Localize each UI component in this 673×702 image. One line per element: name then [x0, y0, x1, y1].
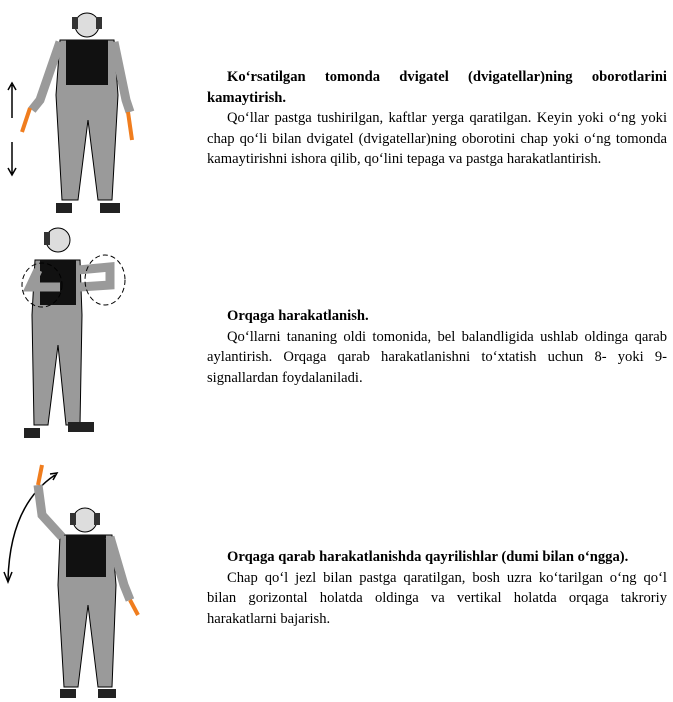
signal-title: Ko‘rsatilgan tomonda dvigatel (dvigatellar)ning oborotlarini kamaytirish.	[207, 69, 667, 106]
rotation-arrow-icon	[85, 255, 125, 305]
signal-description-backward	[207, 306, 667, 388]
signal-body: Qo‘llarni tananing oldi tomonida, bel balandligida ushlab oldinga qarab aylantirish. Orqaga qarab harakatlanishni to‘xtatish uchun 8- yoki 9-signallardan foydalaniladi.	[207, 328, 667, 386]
signal-body: Chap qo‘l jezl bilan pastga qaratilgan, bosh uzra ko‘tarilgan o‘ng qo‘l bilan gorizontal holatda oldinga va vertikal holatda orqaga takroriy harakatlarni bajarish.	[207, 569, 667, 627]
signal-description-reduce-rpm	[207, 67, 667, 170]
up-down-arrow-icon	[8, 83, 16, 175]
signal-figure-turn-tail-right	[0, 455, 200, 702]
signal-figure-backward	[0, 225, 200, 455]
signal-body: Qo‘llar pastga tushirilgan, kaftlar yerga qaratilgan. Keyin yoki o‘ng yoki chap qo‘li bilan dvigatel (dvigatellar)ning oborotini chap yoki o‘ng tomonda kamaytirishni ishora qilib, qo‘lini tepaga va pastga harakatlantirish.	[207, 110, 667, 167]
signal-figure-reduce-rpm	[0, 0, 200, 225]
signal-title: Orqaga harakatlanish.	[227, 308, 369, 324]
signal-description-turn-tail-right	[207, 547, 667, 629]
signal-title: Orqaga qarab harakatlanishda qayrilishlar (dumi bilan o‘ngga).	[227, 549, 629, 565]
